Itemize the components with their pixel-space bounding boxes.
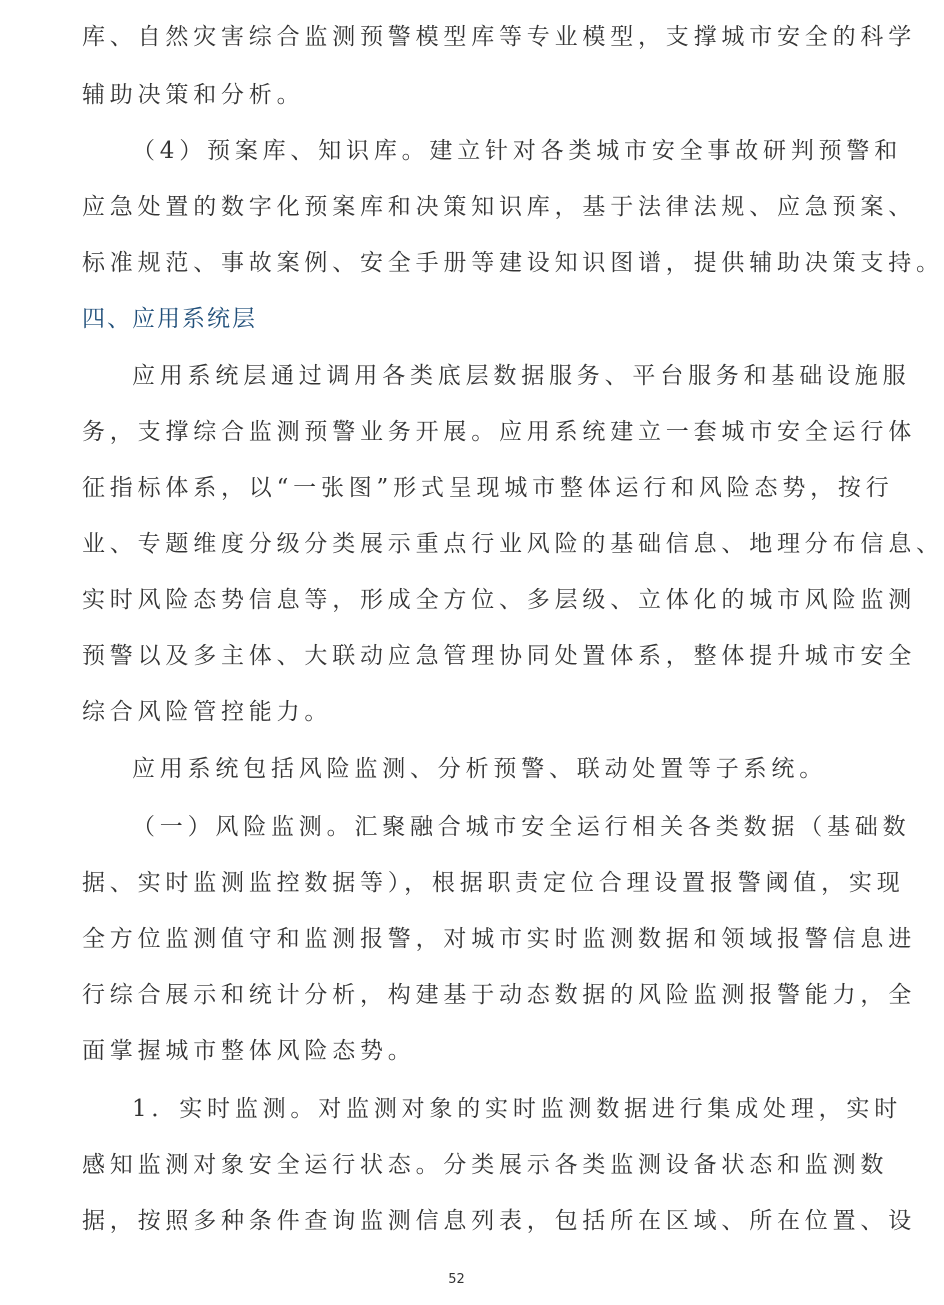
text-line: 辅助决策和分析。	[82, 82, 305, 108]
text-line: 库、自然灾害综合监测预警模型库等专业模型，支撑城市安全的科学	[82, 24, 916, 50]
text-line: （4）预案库、知识库。建立针对各类城市安全事故研判预警和	[132, 138, 903, 164]
text-line: 应急处置的数字化预案库和决策知识库，基于法律法规、应急预案、	[82, 194, 916, 220]
page-number: 52	[448, 1272, 465, 1287]
text-line: 行综合展示和统计分析，构建基于动态数据的风险监测报警能力，全	[82, 982, 916, 1008]
text-line: 感知监测对象安全运行状态。分类展示各类监测设备状态和监测数	[82, 1152, 889, 1178]
text-line: 标准规范、事故案例、安全手册等建设知识图谱，提供辅助决策支持。	[82, 250, 944, 276]
text-line: 应用系统层通过调用各类底层数据服务、平台服务和基础设施服	[132, 363, 911, 389]
text-line: 征指标体系，以“一张图”形式呈现城市整体运行和风险态势，按行	[82, 475, 894, 501]
text-line: 务，支撑综合监测预警业务开展。应用系统建立一套城市安全运行体	[82, 419, 916, 445]
text-line: 面掌握城市整体风险态势。	[82, 1038, 416, 1064]
text-line: 1．实时监测。对监测对象的实时监测数据进行集成处理，实时	[132, 1096, 903, 1122]
text-line: 实时风险态势信息等，形成全方位、多层级、立体化的城市风险监测	[82, 587, 916, 613]
section-heading: 四、应用系统层	[82, 306, 257, 332]
text-line: 应用系统包括风险监测、分析预警、联动处置等子系统。	[132, 756, 827, 782]
text-line: 全方位监测值守和监测报警，对城市实时监测数据和领域报警信息进	[82, 926, 916, 952]
text-line: 综合风险管控能力。	[82, 699, 333, 725]
text-line: 据、实时监测监控数据等），根据职责定位合理设置报警阈值，实现	[82, 870, 905, 896]
text-line: 预警以及多主体、大联动应急管理协同处置体系，整体提升城市安全	[82, 643, 916, 669]
text-line: 业、专题维度分级分类展示重点行业风险的基础信息、地理分布信息、	[82, 531, 944, 557]
text-line: （一）风险监测。汇聚融合城市安全运行相关各类数据（基础数	[132, 814, 911, 840]
text-line: 据，按照多种条件查询监测信息列表，包括所在区域、所在位置、设	[82, 1208, 916, 1234]
